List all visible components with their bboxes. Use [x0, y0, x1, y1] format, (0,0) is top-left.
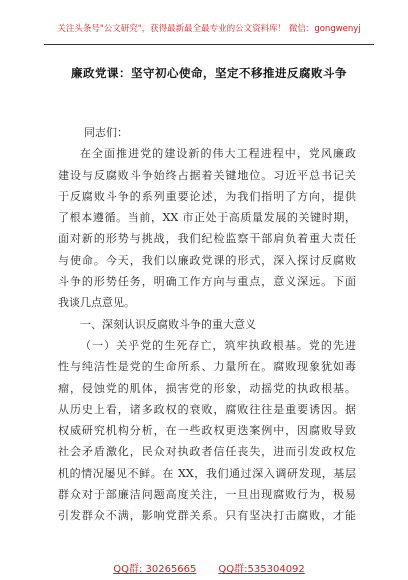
paragraph-line: 面对新的形势与挑战，我们纪检监察干部肩负着重大责任 — [58, 232, 356, 246]
document-body — [58, 122, 356, 527]
paragraph-line: （一）关乎党的生死存亡，筑牢执政根基。党的先进 — [80, 338, 356, 352]
paragraph-line: 社会矛盾激化，民众对执政者信任丧失，进而引发政权危 — [58, 445, 356, 459]
header-divider — [44, 44, 374, 45]
header-promo-text: 关注头条号"公文研究"，获得最新最全最专业的公文资料库！ 微信：gongwenyj — [57, 24, 361, 34]
paragraph-line: 与使命。今天，我们以廉政党课的形式，深入探讨反腐败 — [58, 253, 356, 267]
paragraph-line: 斗争的形势任务，明确工作方向与重点，意义深远。下面 — [58, 275, 356, 289]
footer-qq-group-2[interactable]: QQ群:535304092 — [218, 564, 305, 575]
paragraph-line: 引发群众不满，影响党群关系。只有坚决打击腐败，才能 — [58, 509, 356, 523]
salutation: 同志们： — [84, 126, 128, 139]
document-title: 廉政党课：坚守初心使命，坚定不移推进反腐败斗争 — [71, 66, 347, 80]
paragraph-line: 群众对于部廉洁问题高度关注，一旦出现腐败行为，极易 — [58, 488, 356, 502]
paragraph-line: 机的情况屡见不鲜。在 XX，我们通过深入调研发现，基层 — [58, 466, 356, 480]
paragraph-line: 从历史上看，诸多政权的衰败，腐败往往是重要诱因。据 — [58, 402, 356, 416]
footer-qq-group-1[interactable]: QQ群: 30265665 — [113, 564, 197, 575]
paragraph-line: 于反腐败斗争的系列重要论述，为我们指明了方向，提供 — [58, 189, 356, 203]
paragraph-line: 了根本遵循。当前，XX 市正处于高质量发展的关键时期， — [58, 211, 356, 225]
section-heading: 一、深刻认识反腐败斗争的重大意义 — [80, 317, 256, 331]
paragraph-line: 建设与反腐败斗争始终占据着关键地位。习近平总书记关 — [58, 168, 356, 182]
paragraph-line: 瘤，侵蚀党的肌体，损害党的形象，动摇党的执政根基。 — [58, 381, 356, 395]
paragraph-line: 性与纯洁性是党的生命所系、力量所在。腐败现象犹如毒 — [58, 360, 356, 374]
paragraph-line: 权威研究机构分析，在一些政权更迭案例中，因腐败导致 — [58, 424, 356, 438]
paragraph-line: 在全面推进党的建设新的伟大工程进程中，党风廉政 — [80, 147, 356, 161]
footer-contact — [44, 560, 374, 575]
paragraph-line: 我谈几点意见。 — [58, 296, 135, 310]
